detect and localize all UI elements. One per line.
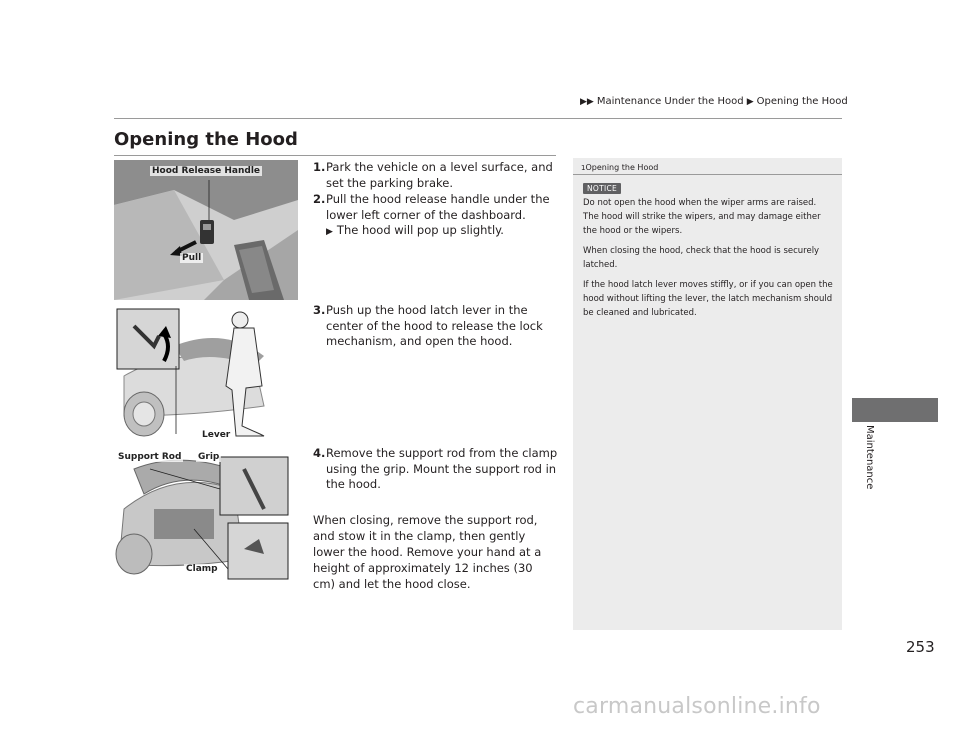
- step-2: [313, 192, 558, 241]
- section-tab: [852, 398, 938, 422]
- hood-latch-figure: [114, 306, 298, 444]
- pull-label: Pull: [182, 253, 202, 263]
- sidebar-heading-text: Opening the Hood: [585, 163, 659, 172]
- clamp-label: Clamp: [186, 564, 218, 574]
- hood-release-illustration: [114, 160, 298, 300]
- step-1: [313, 160, 558, 191]
- lever-label: Lever: [202, 430, 231, 440]
- breadcrumb-page: Opening the Hood: [756, 96, 848, 107]
- sidebar-heading: [581, 163, 658, 172]
- breadcrumb-section: Maintenance Under the Hood: [596, 96, 744, 107]
- sidebar-paragraph: If the hood latch lever moves stiffly, or if you can open the hood without lifting the lever, the latch mechanism should be cleaned and lubricated.: [583, 280, 833, 318]
- double-arrow-icon: ▶▶: [580, 97, 594, 107]
- page-number: 253: [906, 638, 935, 656]
- step-text: Park the vehicle on a level surface, and set the parking brake.: [326, 160, 553, 190]
- step-number: 3.: [313, 303, 326, 317]
- sidebar-paragraph: Do not open the hood when the wiper arms are raised. The hood will strike the wipers, and may damage either the hood or the wipers.: [583, 198, 821, 236]
- step-text: Pull the hood release handle under the lower left corner of the dashboard.: [326, 192, 550, 222]
- support-rod-label: Support Rod: [118, 452, 182, 462]
- page-title: Opening the Hood: [114, 129, 298, 150]
- hood-release-handle-label: Hood Release Handle: [152, 166, 261, 176]
- breadcrumb: [580, 96, 848, 107]
- sidebar-paragraph: When closing the hood, check that the hood is securely latched.: [583, 246, 820, 270]
- support-rod-figure: [114, 449, 298, 588]
- title-rule: [114, 155, 556, 156]
- hood-latch-illustration: [114, 306, 298, 444]
- watermark: carmanualsonline.info: [573, 694, 821, 719]
- step-text: Push up the hood latch lever in the center of the hood to release the lock mechanism, and open the hood.: [326, 303, 543, 348]
- sidebar-note: [573, 158, 842, 630]
- step-result-text: The hood will pop up slightly.: [336, 223, 504, 237]
- header-rule: [114, 118, 842, 119]
- step-number: 2.: [313, 192, 326, 206]
- step-3: [313, 303, 558, 350]
- step-text: Remove the support rod from the clamp using the grip. Mount the support rod in the hood.: [326, 446, 558, 491]
- notice-badge: NOTICE: [583, 183, 621, 194]
- sidebar-rule: [573, 174, 842, 175]
- step-result: [326, 223, 558, 241]
- section-tab-label: Maintenance: [864, 425, 875, 490]
- sidebar-body: [583, 196, 833, 326]
- step-number: 4.: [313, 446, 326, 460]
- step-number: 1.: [313, 160, 326, 174]
- hood-release-figure: [114, 160, 298, 300]
- note-ref-icon: 1: [581, 164, 586, 172]
- closing-paragraph: When closing, remove the support rod, and stow it in the clamp, then gently lower the hood. Remove your hand at a height of approximately 12 inches (30 cm) and let the hood close.: [313, 513, 542, 591]
- result-arrow-icon: ▶: [326, 227, 333, 237]
- step-4: [313, 446, 558, 493]
- grip-label: Grip: [198, 452, 220, 462]
- arrow-icon: ▶: [746, 97, 754, 107]
